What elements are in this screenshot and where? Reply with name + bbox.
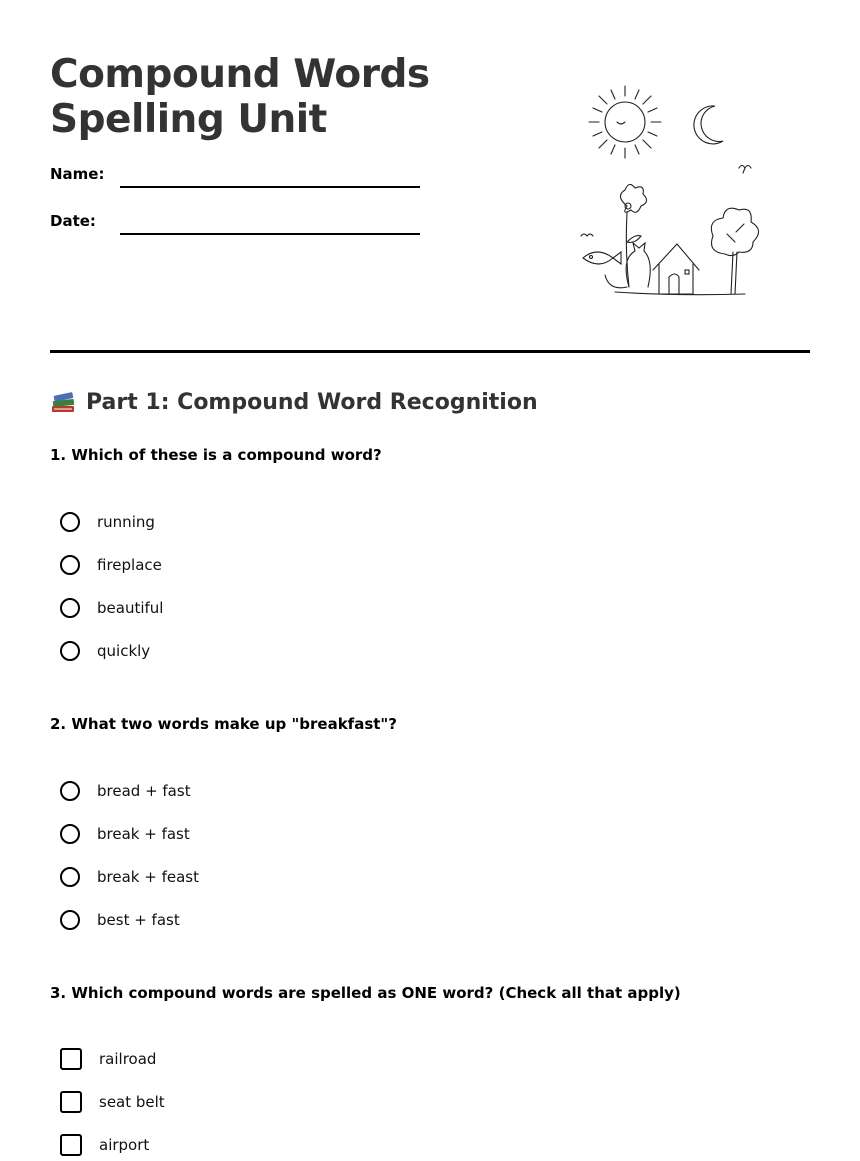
option-label: break + feast xyxy=(97,868,199,886)
name-line[interactable] xyxy=(120,186,420,188)
question-3: 3. Which compound words are spelled as ONE word? (Check all that apply) xyxy=(50,984,681,1002)
books-icon xyxy=(50,389,76,415)
q2-option-4[interactable] xyxy=(60,907,180,933)
doodle-illustration xyxy=(575,82,765,302)
radio-button[interactable] xyxy=(60,781,80,801)
q1-option-3[interactable] xyxy=(60,595,163,621)
q1-option-4[interactable] xyxy=(60,638,150,664)
section-title-part1 xyxy=(50,389,538,415)
option-label: fireplace xyxy=(97,556,162,574)
radio-button[interactable] xyxy=(60,910,80,930)
q1-option-2[interactable] xyxy=(60,552,162,578)
option-label: best + fast xyxy=(97,911,180,929)
checkbox[interactable] xyxy=(60,1048,82,1070)
question-1: 1. Which of these is a compound word? xyxy=(50,446,382,464)
checkbox[interactable] xyxy=(60,1134,82,1156)
option-label: beautiful xyxy=(97,599,164,617)
bird-icon xyxy=(739,166,751,174)
option-label: running xyxy=(97,513,155,531)
radio-button[interactable] xyxy=(60,555,80,575)
ground-line xyxy=(615,292,745,295)
radio-button[interactable] xyxy=(60,598,80,618)
q2-option-2[interactable] xyxy=(60,821,190,847)
q3-option-2[interactable] xyxy=(60,1089,165,1115)
section-title-text: Part 1: Compound Word Recognition xyxy=(86,389,538,415)
checkbox[interactable] xyxy=(60,1091,82,1113)
title-line-1: Compound Words xyxy=(50,52,430,97)
moon-icon xyxy=(694,106,723,144)
q3-option-1[interactable] xyxy=(60,1046,156,1072)
radio-button[interactable] xyxy=(60,512,80,532)
option-label: railroad xyxy=(99,1050,157,1068)
flower-icon xyxy=(620,184,646,287)
radio-button[interactable] xyxy=(60,867,80,887)
option-label: bread + fast xyxy=(97,782,191,800)
title-line-2: Spelling Unit xyxy=(50,97,327,142)
date-label: Date: xyxy=(50,212,96,230)
q2-option-1[interactable] xyxy=(60,778,191,804)
date-line[interactable] xyxy=(120,233,420,235)
q2-option-3[interactable] xyxy=(60,864,199,890)
q1-option-1[interactable] xyxy=(60,509,155,535)
option-label: quickly xyxy=(97,642,151,660)
option-label: seat belt xyxy=(99,1093,165,1111)
house-icon xyxy=(653,244,699,294)
radio-button[interactable] xyxy=(60,641,80,661)
name-label: Name: xyxy=(50,165,105,183)
section-divider xyxy=(50,350,810,353)
radio-button[interactable] xyxy=(60,824,80,844)
sun-icon xyxy=(589,86,661,158)
question-2: 2. What two words make up "breakfast"? xyxy=(50,715,397,733)
q3-option-3[interactable] xyxy=(60,1132,149,1158)
option-label: break + fast xyxy=(97,825,190,843)
fish-icon xyxy=(583,252,621,264)
option-label: airport xyxy=(99,1136,150,1154)
worksheet-title xyxy=(50,52,430,142)
tree-icon xyxy=(711,208,758,294)
